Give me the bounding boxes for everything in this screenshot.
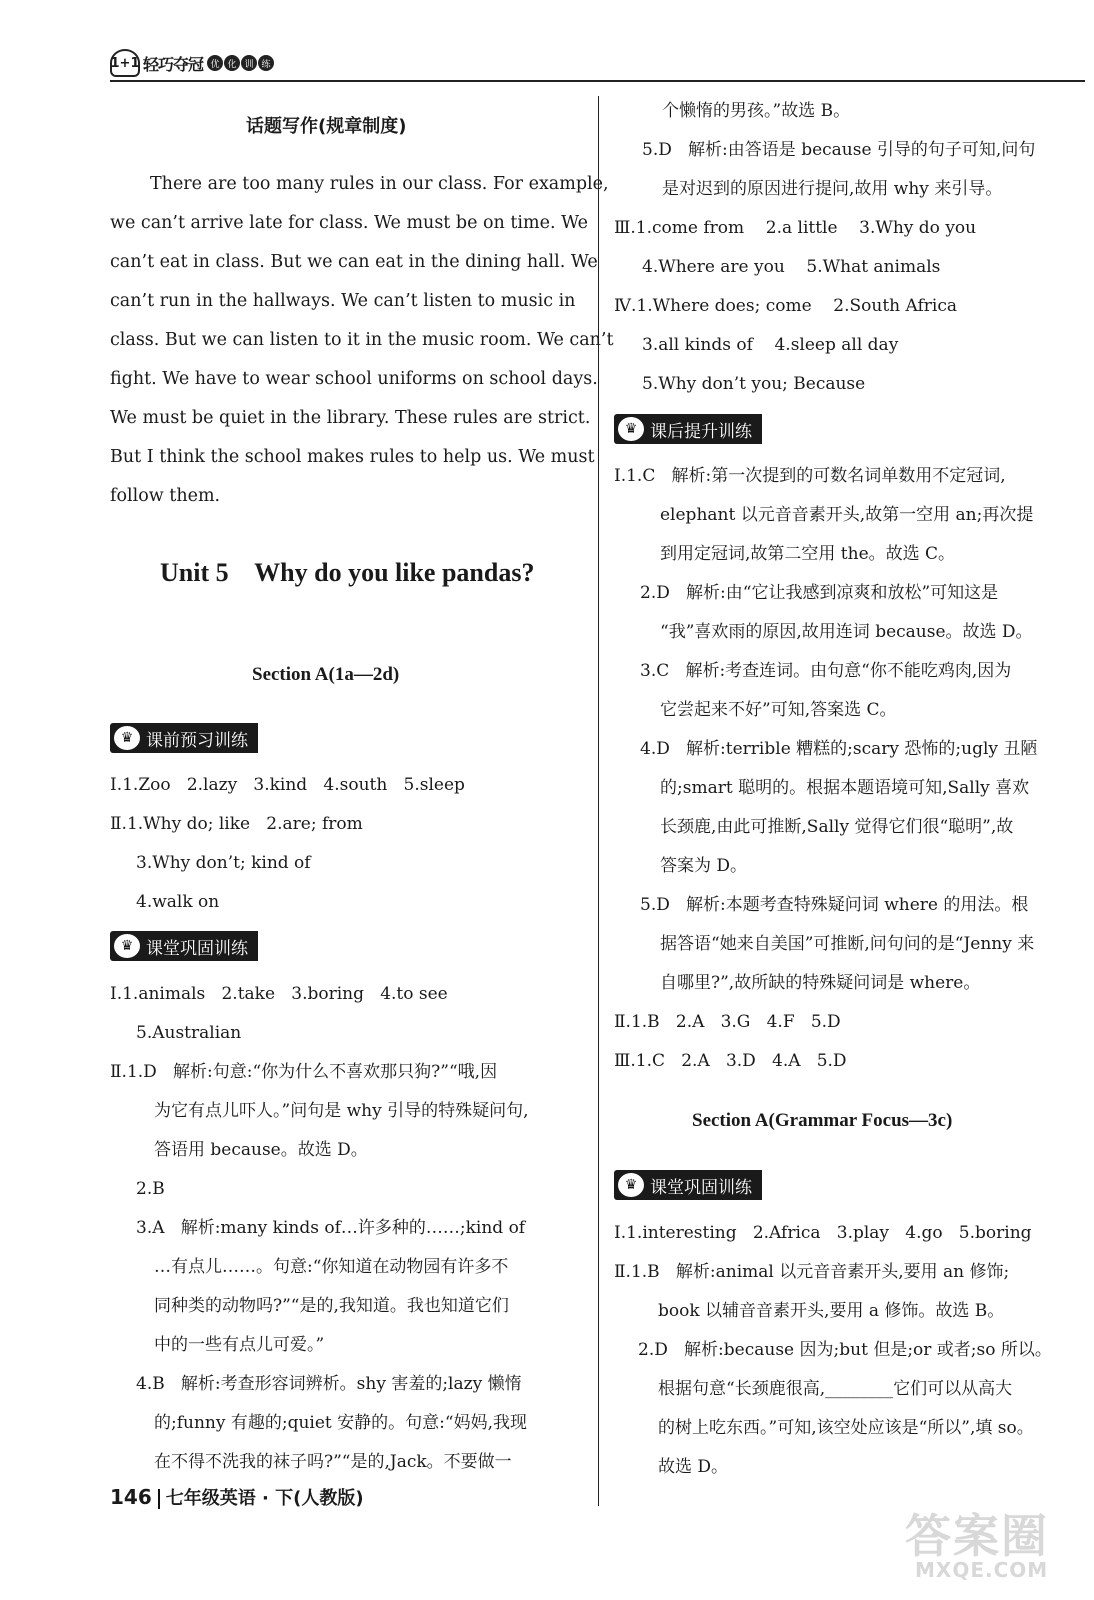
crown-icon: ♛ (618, 1173, 644, 1197)
answer-line: “我”喜欢雨的原因,故用连词 because。故选 D。 (660, 622, 1033, 642)
watermark (905, 1500, 1080, 1590)
answer-line: 3.A 解析:many kinds of…许多种的……;kind of (136, 1218, 526, 1238)
answer-line: Ⅲ.1.C 2.A 3.D 4.A 5.D (614, 1051, 847, 1071)
answer-line: 它尝起来不好”可知,答案选 C。 (660, 700, 897, 720)
answer-line: 2.B (136, 1179, 165, 1199)
answer-line: 2.D 解析:because 因为;but 但是;or 或者;so 所以。 (638, 1340, 1052, 1360)
logo-dot: 化 (224, 55, 240, 71)
crown-icon: ♛ (114, 726, 140, 750)
essay-line: We must be quiet in the library. These rules are strict. (110, 408, 591, 428)
section-banner-classroom (110, 931, 258, 961)
answer-line: 为它有点儿吓人。”问句是 why 引导的特殊疑问句, (154, 1101, 529, 1121)
banner-label: 课堂巩固训练 (146, 938, 248, 959)
answer-line: 中的一些有点儿可爱。” (154, 1335, 325, 1355)
essay-line: There are too many rules in our class. For example, (150, 174, 609, 194)
answer-line: 是对迟到的原因进行提问,故用 why 来引导。 (662, 179, 1003, 199)
essay-line: follow them. (110, 486, 221, 506)
answer-line: 根据句意“长颈鹿很高,________它们可以从高大 (658, 1379, 1013, 1399)
answer-line: Ⅱ.1.D 解析:句意:“你为什么不喜欢那只狗?”“哦,因 (110, 1062, 498, 1082)
answer-line: Ⅳ.1.Where does; come 2.South Africa (614, 296, 957, 316)
section-banner-classroom-2 (614, 1170, 762, 1200)
answer-line: 4.B 解析:考查形容词辨析。shy 害羞的;lazy 懒惰 (136, 1374, 522, 1394)
answer-line: Ⅱ.1.Why do; like 2.are; from (110, 814, 363, 834)
answer-line: 同种类的动物吗?”“是的,我知道。我也知道它们 (154, 1296, 509, 1316)
essay-line: we can’t arrive late for class. We must be on time. We (110, 213, 589, 233)
answer-line: 到用定冠词,故第二空用 the。故选 C。 (660, 544, 956, 564)
logo-dot: 训 (241, 55, 257, 71)
answer-line: 自哪里?”,故所缺的特殊疑问词是 where。 (660, 973, 981, 993)
logo-title: 轻巧夺冠 (143, 54, 204, 74)
essay-line: class. But we can listen to it in the music room. We can’t (110, 330, 614, 350)
answer-line: 4.walk on (136, 892, 220, 912)
answer-line: Ⅰ.1.C 解析:第一次提到的可数名词单数用不定冠词, (614, 466, 1006, 486)
essay-line: But I think the school makes rules to help us. We must (110, 447, 595, 467)
watermark-logo: 答案圈 (905, 1509, 1049, 1563)
answer-line: Ⅱ.1.B 2.A 3.G 4.F 5.D (614, 1012, 841, 1032)
page-number: 146 (110, 1485, 152, 1509)
essay-line: can’t eat in class. But we can eat in the dining hall. We (110, 252, 598, 272)
answer-line: 的;smart 聪明的。根据本题语境可知,Sally 喜欢 (660, 778, 1030, 798)
crown-icon: ♛ (618, 417, 644, 441)
book-title: 七年级英语 · 下(人教版) (165, 1488, 364, 1509)
footer-separator (158, 1489, 160, 1509)
answer-line: book 以辅音音素开头,要用 a 修饰。故选 B。 (658, 1301, 1005, 1321)
answer-line: 据答语“她来自美国”可推断,问句问的是“Jenny 来 (660, 934, 1035, 954)
answer-line: 5.Why don’t you; Because (642, 374, 866, 394)
answer-line: 个懒惰的男孩。”故选 B。 (662, 101, 851, 121)
section-banner-after-class (614, 414, 762, 444)
essay-line: can’t run in the hallways. We can’t listen to music in (110, 291, 576, 311)
column-divider (598, 96, 599, 1506)
answer-line: 答案为 D。 (660, 856, 748, 876)
answer-line: 长颈鹿,由此可推断,Sally 觉得它们很“聪明”,故 (660, 817, 1014, 837)
answer-line: 3.C 解析:考查连词。由句意“你不能吃鸡肉,因为 (640, 661, 1012, 681)
answer-line: 4.Where are you 5.What animals (642, 257, 941, 277)
answer-line: 的;funny 有趣的;quiet 安静的。句意:“妈妈,我现 (154, 1413, 527, 1433)
answer-line: 5.D 解析:由答语是 because 引导的句子可知,问句 (642, 140, 1036, 160)
answer-line: 3.Why don’t; kind of (136, 853, 311, 873)
answer-line: Ⅲ.1.come from 2.a little 3.Why do you (614, 218, 977, 238)
essay-line: fight. We have to wear school uniforms on school days. (110, 369, 598, 389)
answer-line: …有点儿……。句意:“你知道在动物园有许多不 (154, 1257, 509, 1277)
publisher-logo (110, 48, 275, 78)
topic-writing-heading: 话题写作(规章制度) (246, 116, 407, 137)
page-footer (110, 1484, 364, 1510)
answer-line: 在不得不洗我的袜子吗?”“是的,Jack。不要做一 (154, 1452, 512, 1472)
answer-line: 5.D 解析:本题考查特殊疑问词 where 的用法。根 (640, 895, 1029, 915)
section-banner-preview (110, 723, 258, 753)
section-title: Section A(Grammar Focus—3c) (692, 1110, 953, 1131)
answer-line: 答语用 because。故选 D。 (154, 1140, 368, 1160)
page-header (110, 46, 1085, 86)
header-rule (110, 80, 1085, 82)
logo-dot: 优 (207, 55, 223, 71)
banner-label: 课前预习训练 (146, 730, 248, 751)
answer-line: 故选 D。 (658, 1457, 729, 1477)
answer-line: 4.D 解析:terrible 糟糕的;scary 恐怖的;ugly 丑陋 (640, 739, 1038, 759)
answer-line: 2.D 解析:由“它让我感到凉爽和放松”可知这是 (640, 583, 999, 603)
logo-mark: 1+1 (110, 49, 140, 77)
answer-line: Ⅰ.1.Zoo 2.lazy 3.kind 4.south 5.sleep (110, 775, 465, 795)
answer-line: 5.Australian (136, 1023, 242, 1043)
answer-line: elephant 以元音音素开头,故第一空用 an;再次提 (660, 505, 1034, 525)
crown-icon: ♛ (114, 934, 140, 958)
answer-line: Ⅰ.1.interesting 2.Africa 3.play 4.go 5.boring (614, 1223, 1032, 1243)
banner-label: 课堂巩固训练 (650, 1177, 752, 1198)
unit-title: Unit 5 Why do you like pandas? (160, 558, 535, 587)
section-title: Section A(1a—2d) (252, 664, 400, 685)
answer-line: 的树上吃东西。”可知,该空处应该是“所以”,填 so。 (658, 1418, 1034, 1438)
banner-label: 课后提升训练 (650, 421, 752, 442)
logo-dots (207, 55, 275, 71)
watermark-url: MXQE.COM (915, 1558, 1049, 1582)
answer-line: Ⅰ.1.animals 2.take 3.boring 4.to see (110, 984, 448, 1004)
answer-line: 3.all kinds of 4.sleep all day (642, 335, 899, 355)
logo-dot: 练 (258, 55, 274, 71)
answer-line: Ⅱ.1.B 解析:animal 以元音音素开头,要用 an 修饰; (614, 1262, 1010, 1282)
